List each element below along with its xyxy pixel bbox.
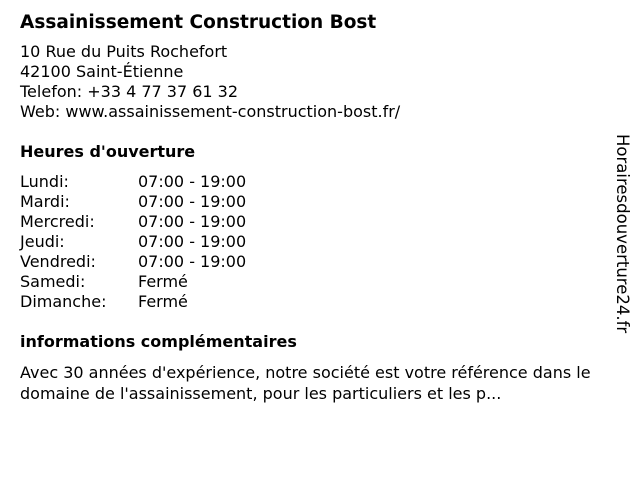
day-hours: 07:00 - 19:00 xyxy=(138,252,247,271)
address-street: 10 Rue du Puits Rochefort xyxy=(20,42,228,61)
business-description: Avec 30 années d'expérience, notre société est votre référence dans le domaine de l'assainissement, pour les particuliers et les p... xyxy=(20,363,591,403)
hours-row-thursday xyxy=(20,232,246,252)
hours-row-sunday xyxy=(20,292,246,312)
day-hours: 07:00 - 19:00 xyxy=(138,192,247,211)
hours-row-saturday xyxy=(20,272,246,292)
day-hours: Fermé xyxy=(138,292,188,311)
address-city: 42100 Saint-Étienne xyxy=(20,62,184,81)
hours-row-monday xyxy=(20,172,246,192)
day-label: Samedi: xyxy=(20,272,86,291)
site-watermark: Horairesdouverture24.fr xyxy=(613,134,632,334)
day-label: Mardi: xyxy=(20,192,70,211)
day-label: Vendredi: xyxy=(20,252,96,271)
hours-row-tuesday xyxy=(20,192,246,212)
day-label: Lundi: xyxy=(20,172,69,191)
day-label: Dimanche: xyxy=(20,292,107,311)
website-url: Web: www.assainissement-construction-bost.fr/ xyxy=(20,102,401,121)
hours-row-wednesday xyxy=(20,212,246,232)
opening-hours-heading: Heures d'ouverture xyxy=(20,142,196,161)
opening-hours-table xyxy=(20,172,246,312)
day-label: Mercredi: xyxy=(20,212,95,231)
day-label: Jeudi: xyxy=(20,232,65,251)
business-listing xyxy=(20,10,605,404)
phone-number: Telefon: +33 4 77 37 61 32 xyxy=(20,82,239,101)
hours-row-friday xyxy=(20,252,246,272)
day-hours: Fermé xyxy=(138,272,188,291)
additional-info-heading: informations complémentaires xyxy=(20,332,297,351)
business-name: Assainissement Construction Bost xyxy=(20,12,377,33)
day-hours: 07:00 - 19:00 xyxy=(138,172,247,191)
day-hours: 07:00 - 19:00 xyxy=(138,212,247,231)
day-hours: 07:00 - 19:00 xyxy=(138,232,247,251)
